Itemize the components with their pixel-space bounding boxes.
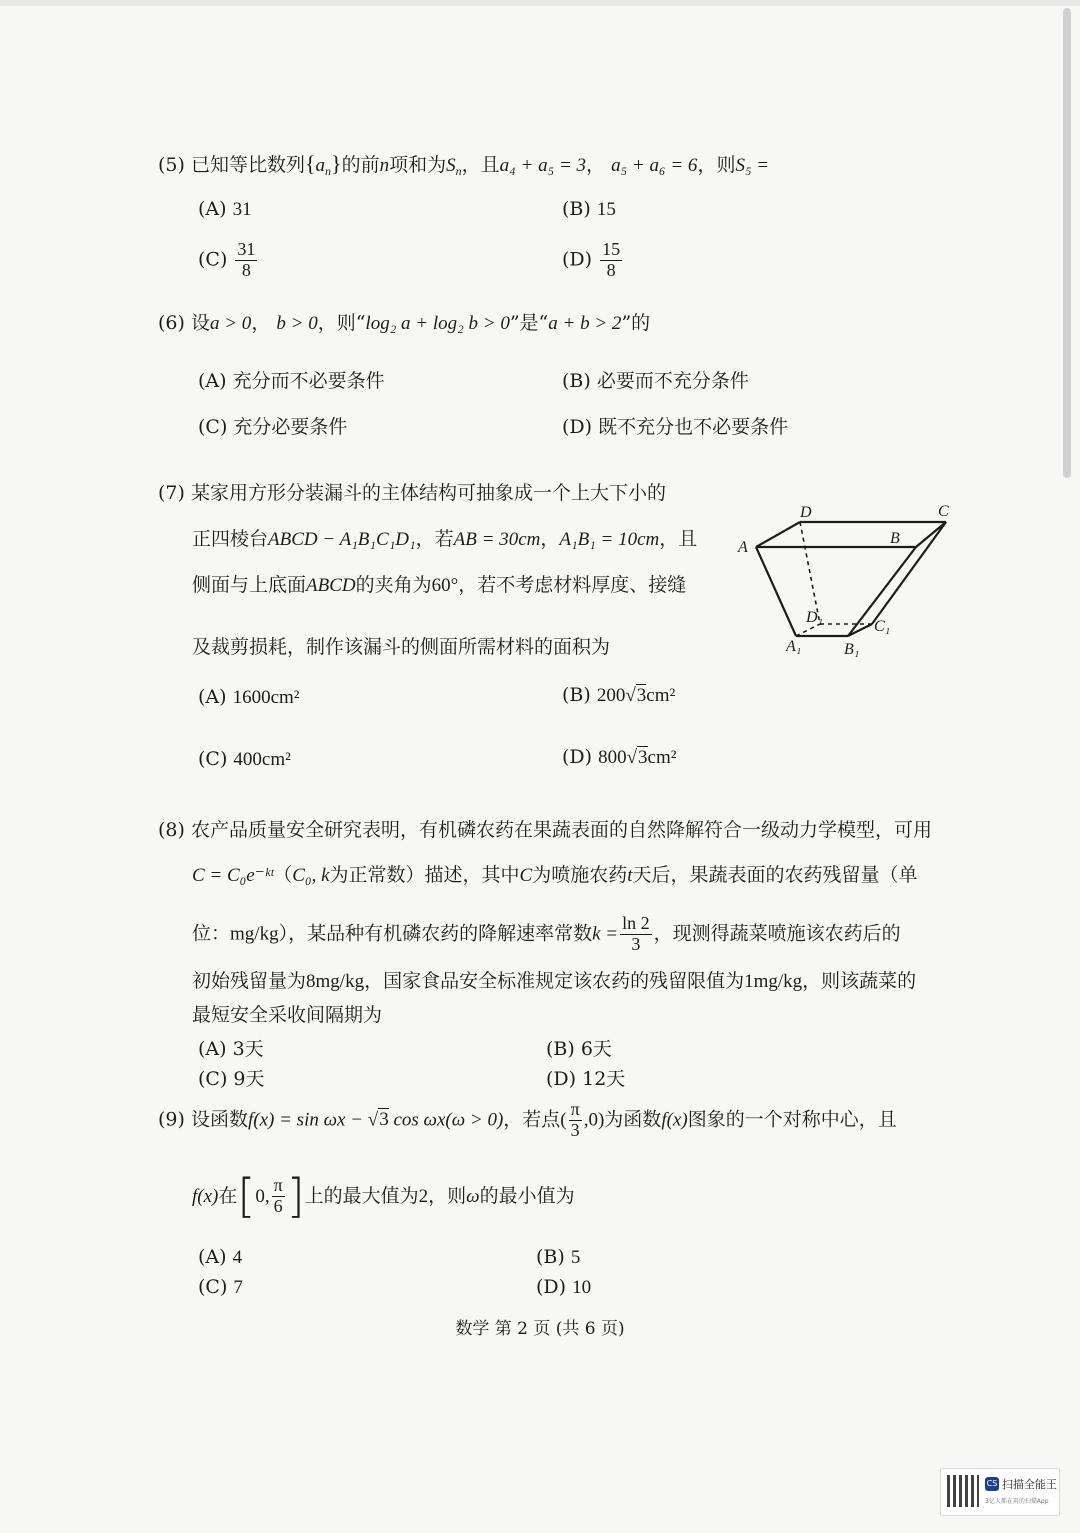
q8-option-a: (A) 3天 [198,1038,264,1060]
q7-option-b: (B) 200√3cm² [562,684,676,706]
question-5: (5) 已知等比数列$\{a_n\}$的前n项和为$S_n$，且a₄ + a₅ = 3， a₅ + a₆ = 6，则S₅ = [158,151,770,178]
edge-AD [756,522,800,547]
q8-option-c: (C) 9天 [198,1068,265,1090]
question-7-line-2: 正四棱台ABCD − A₁B₁C₁D₁，若AB = 30cm，A₁B₁ = 10cm，且 [192,528,698,550]
q9-option-c: (C) 7 [198,1276,243,1298]
page-footer: 数学 第 2 页 (共 6 页) [455,1319,625,1339]
q5-option-b: (B) 15 [562,198,616,220]
label-C1: C₁ [874,618,891,635]
label-A: A [738,539,748,556]
q6-option-c: (C) 充分必要条件 [198,416,348,438]
q7-option-a: (A) 1600cm² [198,686,300,708]
qr-code-icon [947,1475,979,1507]
label-A1: A₁ [786,638,802,655]
page-top-edge [0,0,1080,6]
q6-option-a: (A) 充分而不必要条件 [198,370,385,392]
label-C: C [938,503,949,520]
label-B: B [890,530,900,547]
edge-CC1 [872,522,946,624]
q5-option-a: (A) 31 [198,198,252,220]
q9-option-d: (D) 10 [536,1276,592,1298]
q7-option-d: (D) 800√3cm² [562,746,677,768]
scanner-watermark [940,1468,1060,1516]
question-8-line-2: C = C₀e⁻ᵏᵗ（C₀, k为正常数）描述，其中C为喷施农药t天后，果蔬表面的农药残留量（单 [192,864,918,886]
question-9-line-1: (9) 设函数f(x) = sin ωx − √3 cos ωx(ω > 0)，若点( $\frac{\pi}{3}$ ,0)为函数f(x)图象的一个对称中心，且 [158,1099,897,1140]
q9-option-a: (A) 4 [198,1246,243,1268]
watermark-tagline: 3亿人都在用的扫描App [985,1498,1049,1505]
question-8-line-5: 最短安全采收间隔期为 [192,1004,383,1026]
question-9-line-2: f(x)在[0, $\frac{\pi}{6}$ ]上的最大值为2，则ω的最小值为 [192,1169,575,1223]
q9-option-b: (B) 5 [536,1246,581,1268]
scrollbar[interactable] [1063,8,1071,478]
q5-option-d: (D) $\frac{15}{8}$ [562,239,621,280]
question-8-line-3: 位：mg/kg），某品种有机磷农药的降解速率常数k = $\frac{\ln 2}{3}$ ，现测得蔬菜喷施该农药后的 [192,913,901,954]
q5-option-c: (C) $\frac{31}{8}$ [198,239,256,280]
question-7-line-1: (7) 某家用方形分装漏斗的主体结构可抽象成一个上大下小的 [158,482,666,504]
q6-option-d: (D) 既不充分也不必要条件 [562,416,789,438]
question-7-line-3: 侧面与上底面ABCD的夹角为60°，若不考虑材料厚度、接缝 [192,574,687,596]
question-7-line-4: 及裁剪损耗，制作该漏斗的侧面所需材料的面积为 [192,636,611,658]
label-D1: D₁ [806,609,824,626]
q7-option-c: (C) 400cm² [198,748,291,770]
camscanner-logo-icon: CS [985,1477,999,1491]
q8-option-b: (B) 6天 [546,1038,612,1060]
edge-AA1 [756,547,796,636]
question-6: (6) 设a > 0， b > 0，则“log₂ a + log₂ b > 0”是“a + b > 2”的 [158,312,651,334]
question-8-line-4: 初始残留量为8mg/kg，国家食品安全标准规定该农药的残留限值为1mg/kg，则该蔬菜的 [192,970,917,992]
frustum-figure [730,498,960,663]
q6-option-b: (B) 必要而不充分条件 [562,370,749,392]
label-D: D [800,504,812,521]
question-8-line-1: (8) 农产品质量安全研究表明，有机磷农药在果蔬表面的自然降解符合一级动力学模型，可用 [158,819,932,841]
watermark-brand: 扫描全能王 [1002,1478,1057,1491]
label-B1: B₁ [844,641,860,658]
q8-option-d: (D) 12天 [546,1068,626,1090]
